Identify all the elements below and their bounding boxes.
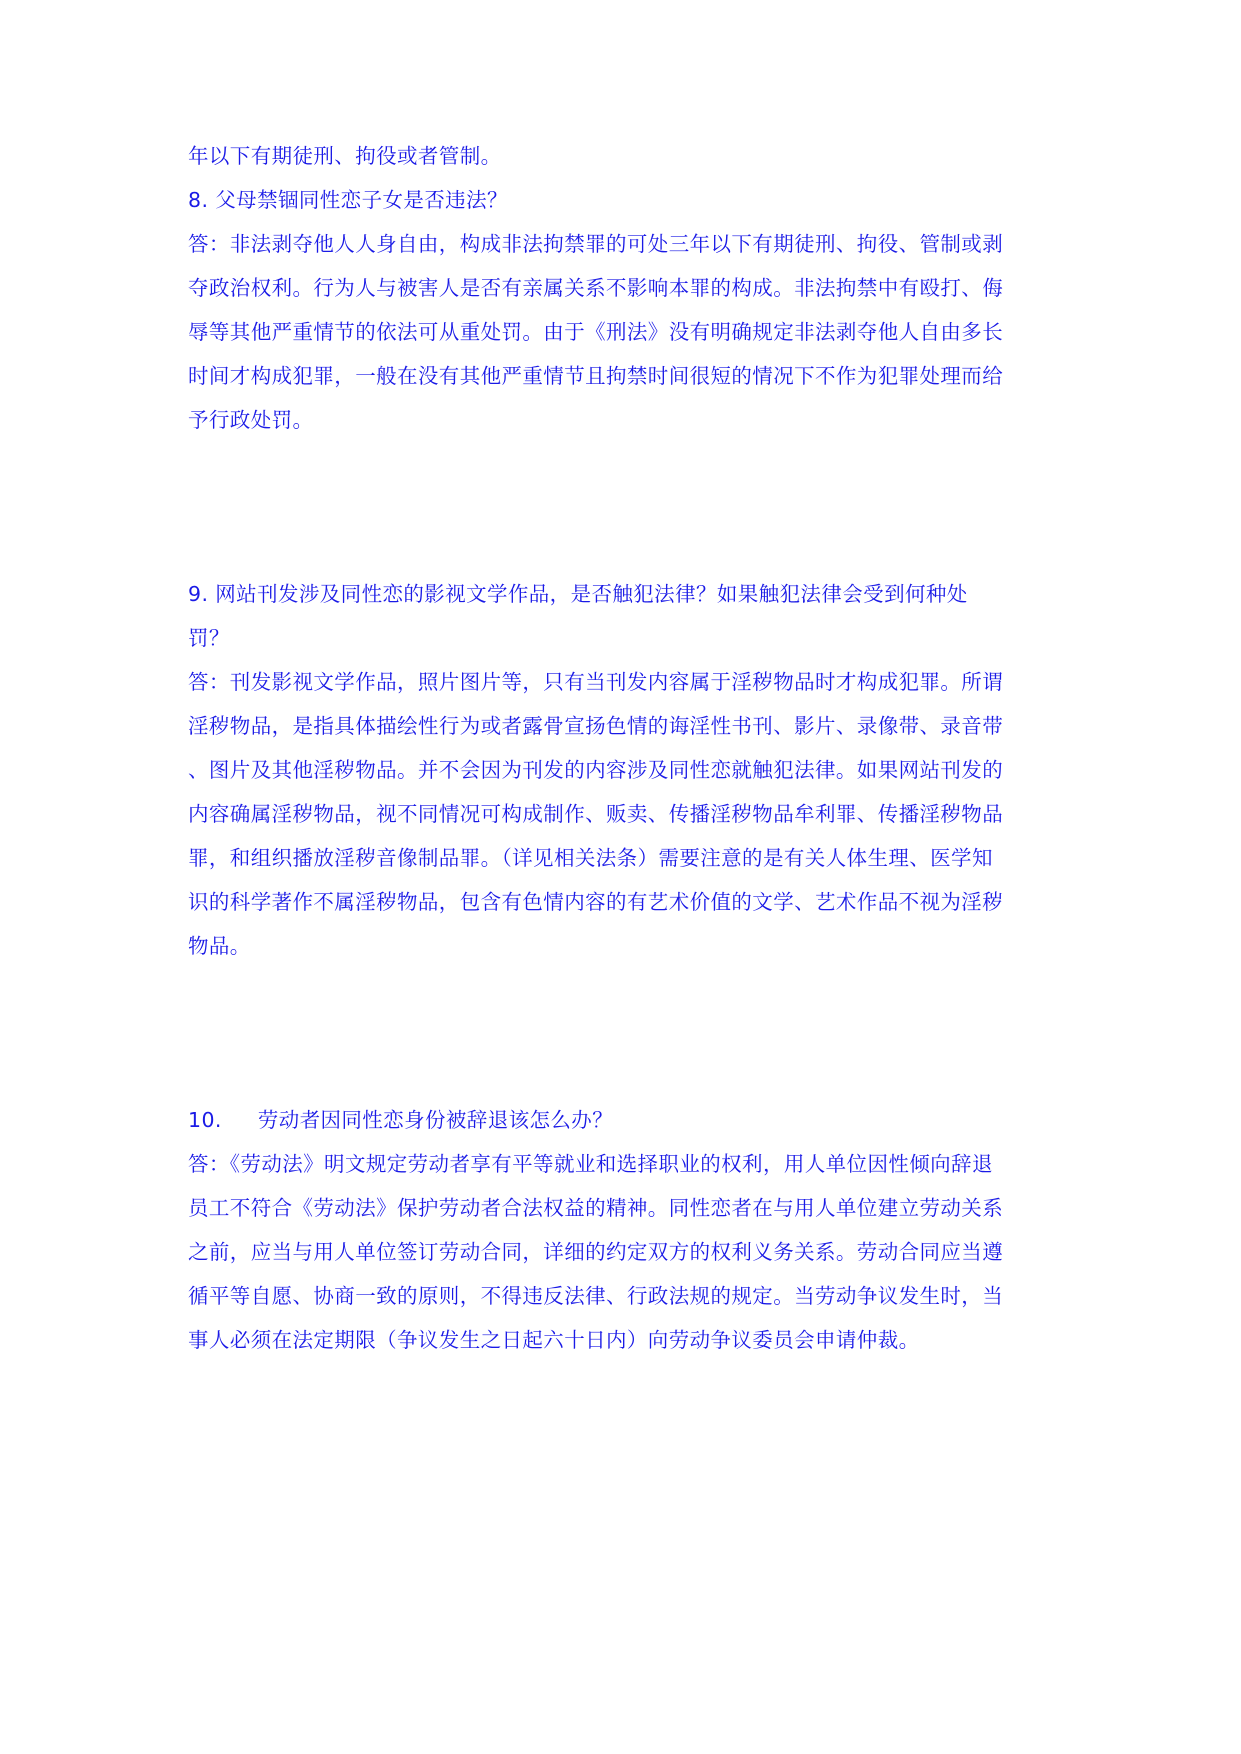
text-line-continuation: 年以下有期徒刑、拘役或者管制。 (188, 144, 502, 168)
answer-9-line-6: 识的科学著作不属淫秽物品，包含有色情内容的有艺术价值的文学、艺术作品不视为淫秽 (188, 890, 1004, 914)
answer-10-line-2: 员工不符合《劳动法》保护劳动者合法权益的精神。同性恋者在与用人单位建立劳动关系 (188, 1196, 1004, 1220)
question-10 (188, 1106, 613, 1134)
answer-8-line-3: 辱等其他严重情节的依法可从重处罚。由于《刑法》没有明确规定非法剥夺他人自由多长 (188, 320, 1004, 344)
question-8: 8. 父母禁锢同性恋子女是否违法？ (188, 188, 508, 212)
answer-9-line-5: 罪，和组织播放淫秽音像制品罪。（详见相关法条）需要注意的是有关人体生理、医学知 (188, 846, 993, 870)
answer-8-line-4: 时间才构成犯罪，一般在没有其他严重情节且拘禁时间很短的情况下不作为犯罪处理而给 (188, 364, 1004, 388)
answer-9-line-4: 内容确属淫秽物品，视不同情况可构成制作、贩卖、传播淫秽物品牟利罪、传播淫秽物品 (188, 802, 1004, 826)
question-9-line-2: 罚？ (188, 626, 230, 650)
answer-8-line-2: 夺政治权利。行为人与被害人是否有亲属关系不影响本罪的构成。非法拘禁中有殴打、侮 (188, 276, 1004, 300)
answer-8-line-5: 予行政处罚。 (188, 408, 314, 432)
question-10-number: 10. (188, 1108, 222, 1132)
answer-9-line-1: 答：刊发影视文学作品，照片图片等，只有当刊发内容属于淫秽物品时才构成犯罪。所谓 (188, 670, 1004, 694)
answer-10-line-5: 事人必须在法定期限（争议发生之日起六十日内）向劳动争议委员会申请仲裁。 (188, 1328, 920, 1352)
answer-8-line-1: 答：非法剥夺他人人身自由，构成非法拘禁罪的可处三年以下有期徒刑、拘役、管制或剥 (188, 232, 1004, 256)
answer-10-line-3: 之前，应当与用人单位签订劳动合同，详细的约定双方的权利义务关系。劳动合同应当遵 (188, 1240, 1004, 1264)
answer-9-line-3: 、图片及其他淫秽物品。并不会因为刊发的内容涉及同性恋就触犯法律。如果网站刊发的 (188, 758, 1004, 782)
answer-10-line-1: 答：《劳动法》明文规定劳动者享有平等就业和选择职业的权利，用人单位因性倾向辞退 (188, 1152, 993, 1176)
question-9-line-1: 9. 网站刊发涉及同性恋的影视文学作品，是否触犯法律？如果触犯法律会受到何种处 (188, 582, 968, 606)
answer-10-line-4: 循平等自愿、协商一致的原则，不得违反法律、行政法规的规定。当劳动争议发生时，当 (188, 1284, 1004, 1308)
question-10-text: 劳动者因同性恋身份被辞退该怎么办？ (257, 1108, 614, 1132)
answer-9-line-7: 物品。 (188, 934, 251, 958)
answer-9-line-2: 淫秽物品，是指具体描绘性行为或者露骨宣扬色情的诲淫性书刊、影片、录像带、录音带 (188, 714, 1004, 738)
